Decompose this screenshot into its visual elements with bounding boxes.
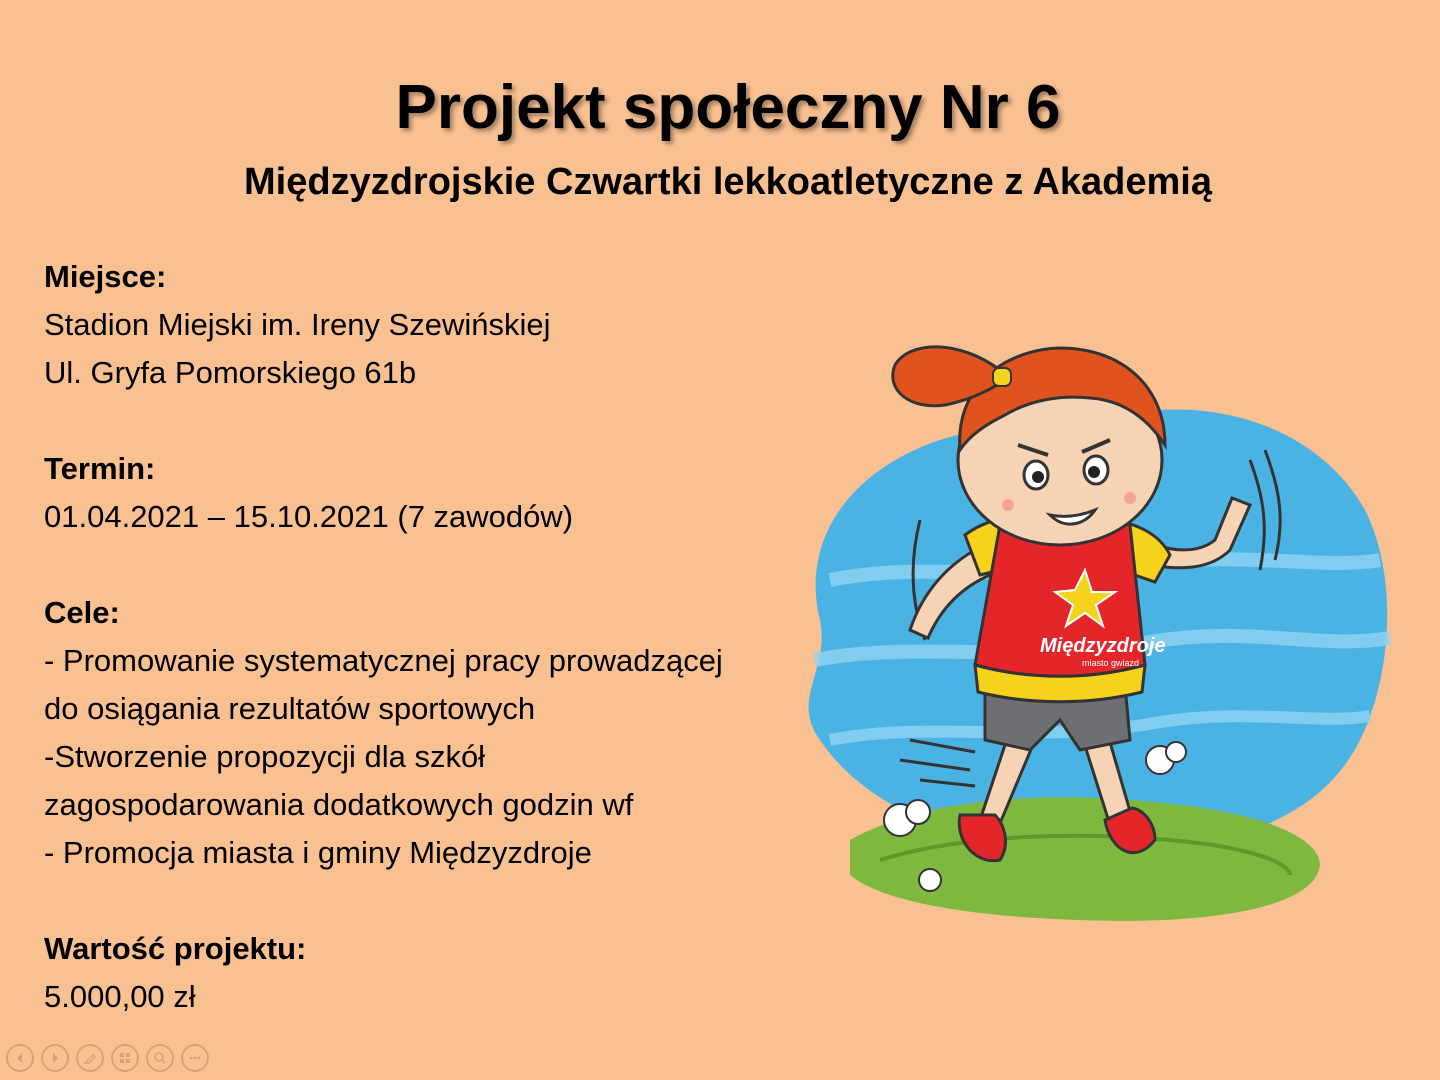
presenter-toolbar [6, 1044, 209, 1078]
slides-grid-icon[interactable] [111, 1044, 139, 1072]
spacer [44, 397, 864, 445]
shirt-logo-text: Międzyzdroje [1040, 635, 1166, 657]
slide-title: Projekt społeczny Nr 6 [395, 73, 1061, 142]
place-line-1: Stadion Miejski im. Ireny Szewińskiej [44, 307, 551, 342]
running-girl-illustration [760, 320, 1400, 940]
goal-line: do osiągania rezultatów sportowych [44, 691, 536, 726]
next-icon[interactable] [41, 1044, 69, 1072]
more-icon[interactable] [181, 1044, 209, 1072]
goal-line: -Stworzenie propozycji dla szkół [44, 739, 486, 774]
slide-body [44, 253, 864, 1021]
shirt-tagline-text: miasto gwiazd [1082, 658, 1140, 668]
goal-line: - Promocja miasta i gminy Międzyzdroje [44, 835, 592, 870]
value-amount: 5.000,00 zł [44, 979, 196, 1014]
zoom-icon[interactable] [146, 1044, 174, 1072]
place-heading: Miejsce: [44, 259, 167, 294]
value-heading: Wartość projektu: [44, 931, 307, 966]
term-heading: Termin: [44, 451, 156, 486]
goal-line: - Promowanie systematycznej pracy prowadzącej [44, 643, 723, 678]
previous-icon[interactable] [6, 1044, 34, 1072]
goals-heading: Cele: [44, 595, 120, 630]
spacer [44, 541, 864, 589]
place-line-2: Ul. Gryfa Pomorskiego 61b [44, 355, 417, 390]
spacer [44, 877, 864, 925]
term-value: 01.04.2021 – 15.10.2021 (7 zawodów) [44, 499, 574, 534]
goal-line: zagospodarowania dodatkowych godzin wf [44, 787, 634, 822]
slide-subtitle: Międzyzdrojskie Czwartki lekkoatletyczne z Akademią [244, 161, 1212, 203]
pen-icon[interactable] [76, 1044, 104, 1072]
